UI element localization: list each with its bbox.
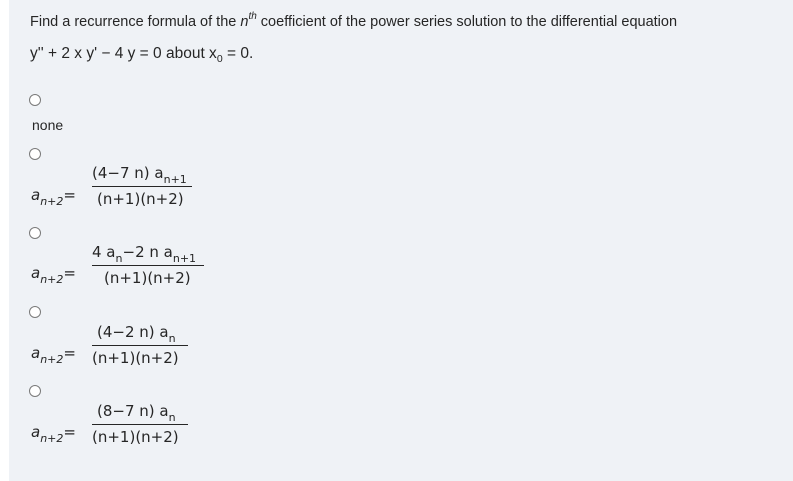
option-5-denominator: (n+1)(n+2): [92, 428, 179, 446]
option-3-num-tail: −2 n a: [122, 243, 173, 261]
option-3-fraction-bar: [92, 265, 204, 266]
option-2-radio[interactable]: [29, 148, 41, 160]
option-2-numerator: [92, 164, 187, 186]
question-n: n: [240, 14, 249, 30]
option-2-equals: =: [63, 186, 76, 204]
option-5-radio[interactable]: [29, 385, 41, 397]
option-4-num-sub: n: [168, 332, 176, 345]
option-5-num-main: (8−7 n) a: [97, 402, 169, 420]
option-4-radio[interactable]: [29, 306, 41, 318]
option-3-lhs: [31, 264, 76, 286]
question-text: [30, 11, 678, 30]
differential-equation: [30, 45, 253, 63]
option-3-numerator: [92, 243, 197, 265]
option-4-numerator: [97, 323, 176, 345]
option-3-radio[interactable]: [29, 227, 41, 239]
option-5-numerator: [97, 402, 176, 424]
option-3-denominator: (n+1)(n+2): [104, 269, 191, 287]
option-5-fraction-bar: [92, 424, 188, 425]
equation-left: y'' + 2 x y' − 4 y = 0 about x: [30, 45, 217, 62]
question-panel: [9, 0, 793, 481]
option-4-denominator: (n+1)(n+2): [92, 349, 179, 367]
option-4-equals: =: [63, 344, 76, 362]
option-3-equals: =: [63, 264, 76, 282]
option-3-num-main: 4 a: [92, 243, 116, 261]
equation-right: = 0.: [222, 45, 254, 62]
option-2-num-main: (4−7 n) a: [92, 164, 164, 182]
option-2-denominator: (n+1)(n+2): [97, 190, 184, 208]
option-2-lhs-a: a: [31, 186, 41, 204]
option-2-lhs: [31, 186, 76, 208]
option-2-fraction-bar: [92, 186, 192, 187]
question-text-end: coefficient of the power series solution to the differential equation: [256, 14, 678, 30]
option-4-lhs-sub: n+2: [40, 353, 64, 366]
option-5-lhs-sub: n+2: [40, 432, 64, 445]
option-4-num-main: (4−2 n) a: [97, 323, 169, 341]
option-4-lhs-a: a: [31, 344, 41, 362]
option-4-fraction-bar: [92, 345, 188, 346]
option-3-num-sub: n: [115, 252, 123, 265]
option-5-num-sub: n: [168, 411, 176, 424]
option-1-radio[interactable]: [29, 94, 41, 106]
option-3-num-sub2: n+1: [172, 252, 197, 265]
option-5-lhs: [31, 423, 76, 445]
option-5-equals: =: [63, 423, 76, 441]
option-5-lhs-a: a: [31, 423, 41, 441]
question-text-start: Find a recurrence formula of the: [30, 14, 241, 30]
option-3-lhs-a: a: [31, 264, 41, 282]
option-1-label[interactable]: none: [32, 117, 64, 133]
option-3-lhs-sub: n+2: [40, 273, 64, 286]
question-superscript: th: [248, 11, 257, 22]
equation-subscript: 0: [216, 53, 223, 65]
option-2-num-sub: n+1: [163, 173, 187, 186]
option-4-lhs: [31, 344, 76, 366]
option-2-lhs-sub: n+2: [40, 195, 64, 208]
